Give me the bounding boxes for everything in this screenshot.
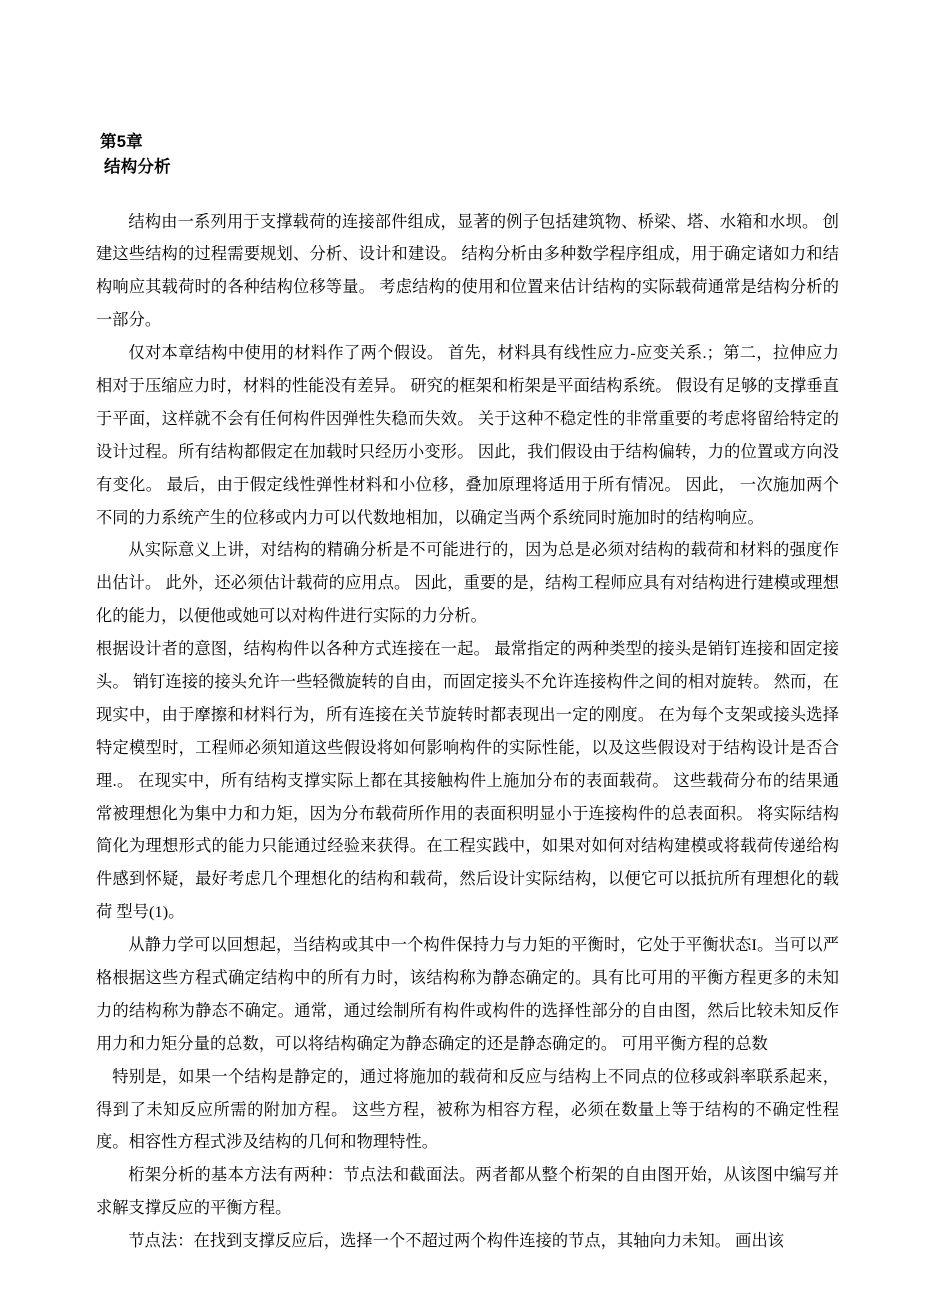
chapter-number: 第5章 (100, 133, 143, 151)
paragraph: 从静力学可以回想起，当结构或其中一个构件保持力与力矩的平衡时，它处于平衡状态I。当可以严格根据这些方程式确定结构中的所有力时，该结构称为静态确定的。具有比可用的平衡方程更多的未知力的结构称为静态不确定。通常，通过绘制所有构件或构件的选择性部分的自由图，然后比较未知反作用力和力矩分量的总数，可以将结构确定为静态确定的还是静态确定的。 可用平衡方程的总数 (96, 936, 839, 1053)
paragraph: 根据设计者的意图，结构构件以各种方式连接在一起。 最常指定的两种类型的接头是销钉连接和固定接头。 销钉连接的接头允许一些轻微旋转的自由，而固定接头不允许连接构件之间的相对旋转。 然而，在现实中，由于摩擦和材料行为，所有连接在关节旋转时都表现出一定的刚度。 在为每个支架或接头选择特定模型时，工程师必须知道这些假设将如何影响构件的实际性能，以及这些假设对于结构设计是否合理.。 在现实中，所有结构支撑实际上都在其接触构件上施加分布的表面载荷。 这些载荷分布的结果通常被理想化为集中力和力矩，因为分布载荷所作用的表面积明显小于连接构件的总表面积。 将实际结构简化为理想形式的能力只能通过经验来获得。在工程实践中，如果对如何对结构建模或将载荷传递给构件感到怀疑，最好考虑几个理想化的结构和载荷，然后设计实际结构，以便它可以抵抗所有理想化的载荷 型号(1)。 (96, 640, 839, 922)
paragraph: 特别是，如果一个结构是静定的，通过将施加的载荷和反应与结构上不同点的位移或斜率联系起来，得到了未知反应所需的附加方程。 这些方程，被称为相容方程，必须在数量上等于结构的不确定性程度。相容性方程式涉及结构的几何和物理特性。 (96, 1067, 839, 1152)
chapter-title: 结构分析 (104, 157, 171, 176)
chapter-heading (96, 130, 839, 180)
paragraph: 仅对本章结构中使用的材料作了两个假设。 首先，材料具有线性应力-应变关系.；第二，拉伸应力相对于压缩应力时，材料的性能没有差异。 研究的框架和桁架是平面结构系统。 假设有足够的支撑垂直于平面，这样就不会有任何构件因弹性失稳而失效。 关于这种不稳定性的非常重要的考虑将留给特定的设计过程。所有结构都假定在加载时只经历小变形。 因此，我们假设由于结构偏转，力的位置或方向没有变化。 最后，由于假定线性弹性材料和小位移，叠加原理将适用于所有情况。 因此， 一次施加两个不同的力系统产生的位移或内力可以代数地相加，以确定当两个系统同时施加时的结构响应。 (96, 344, 839, 527)
document-body (96, 206, 839, 1259)
paragraph: 节点法：在找到支撑反应后，选择一个不超过两个构件连接的节点，其轴向力未知。 画出该 (128, 1232, 785, 1251)
paragraph: 从实际意义上讲，对结构的精确分析是不可能进行的，因为总是必须对结构的载荷和材料的强度作出估计。 此外，还必须估计载荷的应用点。 因此，重要的是，结构工程师应具有对结构进行建模或理想化的能力，以便他或她可以对构件进行实际的力分析。 (96, 541, 839, 626)
paragraph: 结构由一系列用于支撑载荷的连接部件组成，显著的例子包括建筑物、桥梁、塔、水箱和水坝。 创建这些结构的过程需要规划、分析、设计和建设。 结构分析由多种数学程序组成，用于确定诸如力和结构响应其载荷时的各种结构位移等量。 考虑结构的使用和位置来估计结构的实际载荷通常是结构分析的一部分。 (96, 212, 839, 330)
paragraph: 桁架分析的基本方法有两种：节点法和截面法。两者都从整个桁架的自由图开始，从该图中编写并求解支撑反应的平衡方程。 (96, 1166, 839, 1218)
